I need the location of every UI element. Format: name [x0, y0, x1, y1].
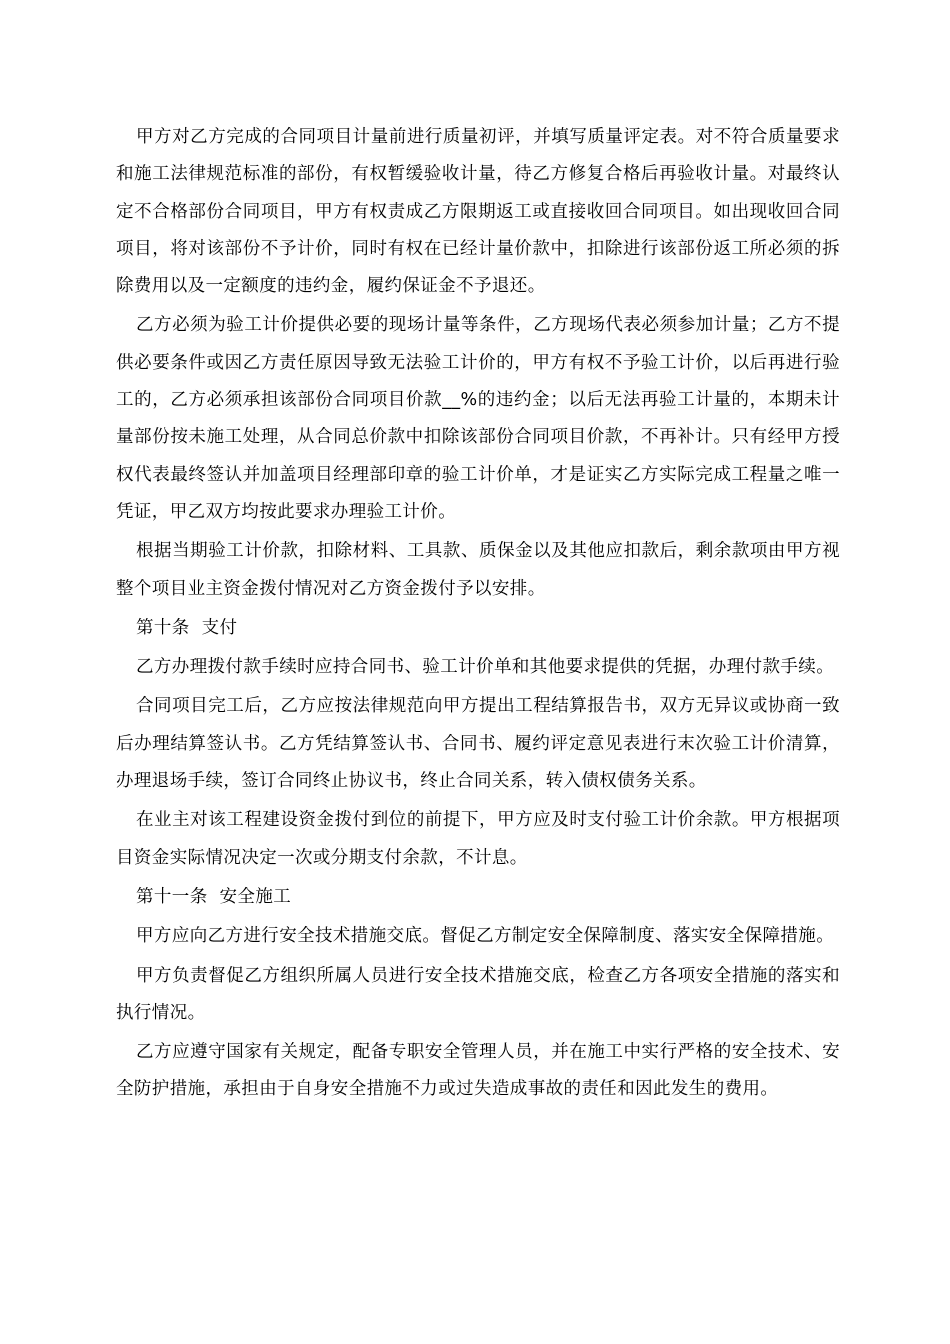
document-page: [116, 119, 840, 1111]
article-11-heading: 第十一条 安全施工: [136, 886, 292, 907]
paragraph-remaining-payment: 根据当期验工计价款，扣除材料、工具款、质保金以及其他应扣款后，剩余款项由甲方视整个项目业主资金拨付情况对乙方资金拨付予以安排。: [116, 541, 840, 599]
paragraph-balance-payment: 在业主对该工程建设资金拨付到位的前提下，甲方应及时支付验工计价余款。甲方根据项目资金实际情况决定一次或分期支付余款，不计息。: [116, 810, 840, 868]
paragraph-safety-responsibility: 乙方应遵守国家有关规定，配备专职安全管理人员，并在施工中实行严格的安全技术、安全防护措施，承担由于自身安全措施不力或过失造成事故的责任和因此发生的费用。: [116, 1042, 840, 1100]
paragraph-safety-briefing: 甲方应向乙方进行安全技术措施交底。督促乙方制定安全保障制度、落实安全保障措施。: [136, 926, 835, 947]
paragraph-quality-inspection: 甲方对乙方完成的合同项目计量前进行质量初评，并填写质量评定表。对不符合质量要求和施工法律规范标准的部份，有权暂缓验收计量，待乙方修复合格后再验收计量。对最终认定不合格部份合同项目，甲方有权责成乙方限期返工或直接收回合同项目。如出现收回合同项目，将对该部份不予计价，同时有权在已经计量价款中，扣除进行该部份返工所必须的拆除费用以及一定额度的违约金，履约保证金不予退还。: [116, 127, 840, 297]
article-10-heading: 第十条 支付: [136, 617, 238, 638]
paragraph-payment-procedure: 乙方办理拨付款手续时应持合同书、验工计价单和其他要求提供的凭据，办理付款手续。: [136, 657, 835, 678]
paragraph-measurement-conditions: 乙方必须为验工计价提供必要的现场计量等条件，乙方现场代表必须参加计量；乙方不提供必要条件或因乙方责任原因导致无法验工计价的，甲方有权不予验工计价，以后再进行验工的，乙方必须承担该部份合同项目价款__%的违约金；以后无法再验工计量的，本期未计量部份按未施工处理，从合同总价款中扣除该部份合同项目价款，不再补计。只有经甲方授权代表最终签认并加盖项目经理部印章的验工计价单，才是证实乙方实际完成工程量之唯一凭证，甲乙双方均按此要求办理验工计价。: [116, 315, 840, 522]
paragraph-safety-supervision: 甲方负责督促乙方组织所属人员进行安全技术措施交底，检查乙方各项安全措施的落实和执行情况。: [116, 965, 840, 1023]
paragraph-final-settlement: 合同项目完工后，乙方应按法律规范向甲方提出工程结算报告书，双方无异议或协商一致后办理结算签认书。乙方凭结算签认书、合同书、履约评定意见表进行末次验工计价清算，办理退场手续，签订合同终止协议书，终止合同关系，转入债权债务关系。: [116, 696, 840, 792]
